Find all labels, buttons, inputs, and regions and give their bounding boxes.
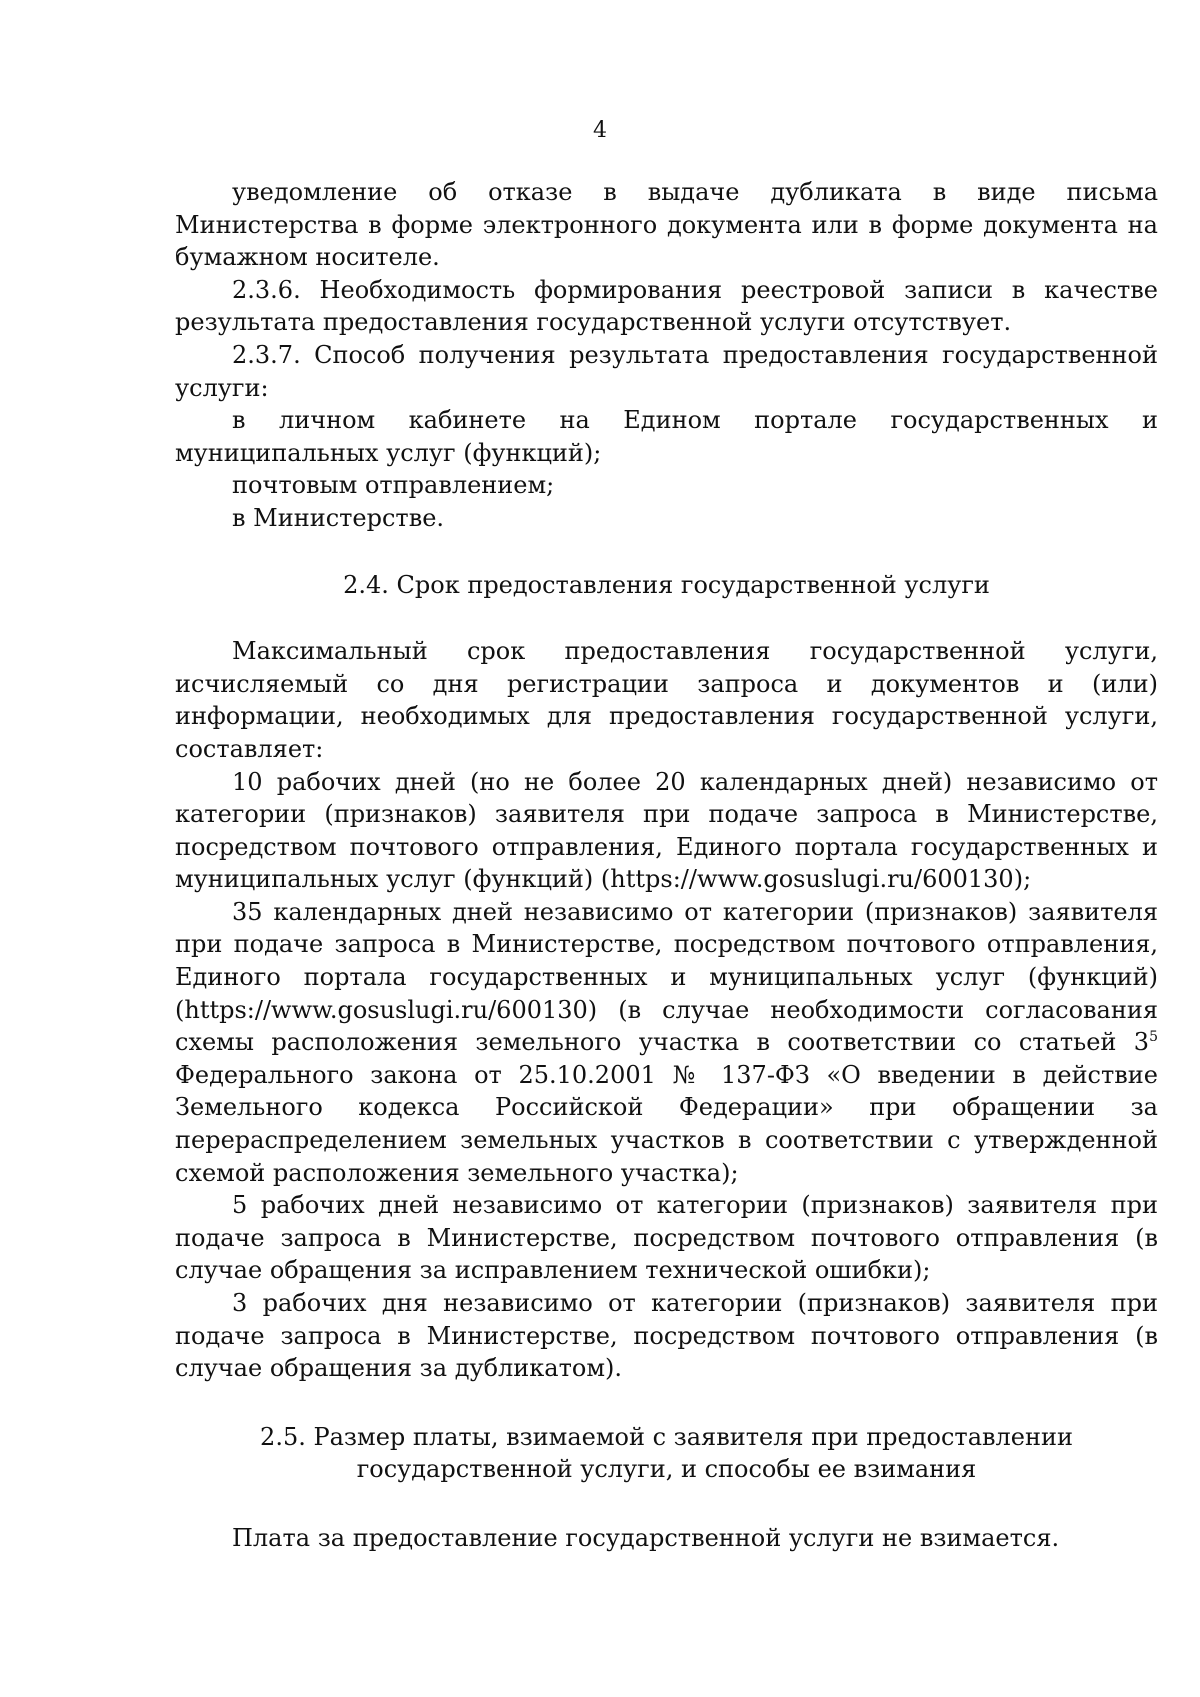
paragraph-fee: Плата за предоставление государственной услуги не взимается. — [232, 1523, 1060, 1552]
section-heading-2-4: 2.4. Срок предоставления государственной услуги — [343, 570, 990, 599]
paragraph-35-days-part1: 35 календарных дней независимо от категории (признаков) заявителя при подаче запроса в Министерстве, посредством почтового отправления, Единого портала государственных и муниципальных услуг (функций) (https://www.gosuslugi.ru/600130) (в случае необходимости согласования схемы расположения земельного участка в соответствии со статьей 3 — [175, 897, 1158, 1057]
paragraph-max-term: Максимальный срок предоставления государственной услуги, исчисляемый со дня регистрации запроса и документов и (или) информации, необходимых для предоставления государственной услуги, составляет: — [175, 637, 1158, 763]
paragraph-35-days — [175, 896, 1158, 1189]
page-number: 4 — [593, 118, 607, 143]
paragraph-5-days: 5 рабочих дней независимо от категории (признаков) заявителя при подаче запроса в Министерстве, посредством почтового отправления (в случае обращения за исправлением технической ошибки); — [175, 1191, 1158, 1285]
paragraph-method-mail: почтовым отправлением; — [232, 471, 555, 500]
paragraph-35-days-part2: Федерального закона от 25.10.2001 № 137-ФЗ «О введении в действие Земельного кодекса Российской Федерации» при обращении за перераспределением земельных участков в соответствии с утвержденной схемой расположения земельного участка); — [175, 1060, 1158, 1187]
paragraph-3-days: 3 рабочих дня независимо от категории (признаков) заявителя при подаче запроса в Министерстве, посредством почтового отправления (в случае обращения за дубликатом). — [175, 1289, 1158, 1383]
paragraph-10-days: 10 рабочих дней (но не более 20 календарных дней) независимо от категории (признаков) заявителя при подаче запроса в Министерстве, посредством почтового отправления, Единого портала государственных и муниципальных услуг (функций) (https://www.gosuslugi.ru/600130); — [175, 767, 1158, 894]
paragraph-method-portal: в личном кабинете на Едином портале государственных и муниципальных услуг (функций); — [175, 406, 1158, 467]
section-heading-2-5: 2.5. Размер платы, взимаемой с заявителя при предоставлении государственной услуги, и способы ее взимания — [260, 1422, 1073, 1484]
paragraph-method-ministry: в Министерстве. — [232, 503, 445, 532]
paragraph-refusal-notice: уведомление об отказе в выдаче дубликата в виде письма Министерства в форме электронного документа или в форме документа на бумажном носителе. — [175, 178, 1158, 272]
article-superscript: 5 — [1149, 1029, 1158, 1046]
paragraph-2-3-6: 2.3.6. Необходимость формирования реестровой записи в качестве результата предоставления государственной услуги отсутствует. — [175, 275, 1158, 337]
paragraph-2-3-7: 2.3.7. Способ получения результата предоставления государственной услуги: — [175, 340, 1158, 402]
document-body — [175, 176, 1158, 1555]
